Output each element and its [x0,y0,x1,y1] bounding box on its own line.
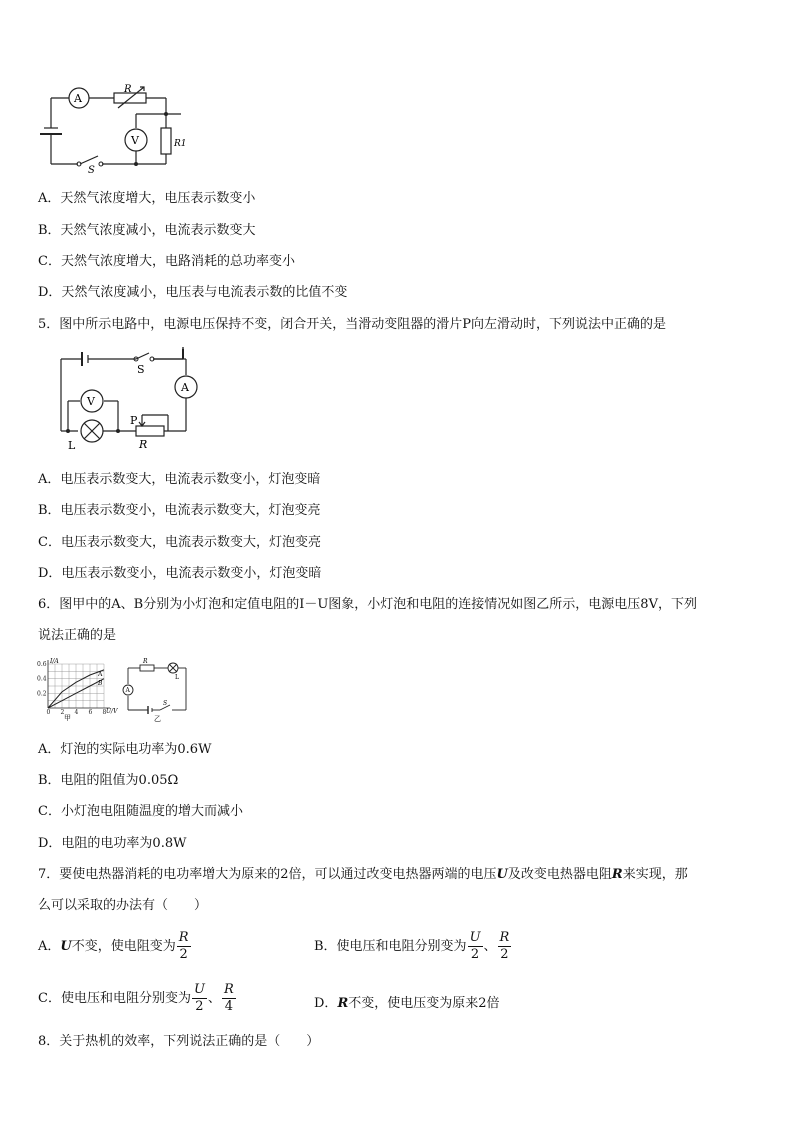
q7-option-a-numerator: R [178,930,189,945]
q7-option-b [314,930,512,963]
y-tick-label: 0.6 [37,661,47,668]
q6-option-a: A．灯泡的实际电功率为0.6W [38,742,212,757]
q4-resistor-label: R1 [174,139,187,149]
q7-option-b-separator: 、 [483,939,497,954]
q6-stem-line1: 6．图甲中的A、B分别为小灯泡和定值电阻的I－U图象，小灯泡和电阻的连接情况如图乙所示，电源电压8V，下列 [38,597,697,612]
q7-option-b-text: B．使电压和电阻分别变为 [314,939,467,954]
q5-ammeter-label: A [181,381,189,394]
q6-stem-line2: 说法正确的是 [38,628,117,643]
q7-option-d-var: R [337,996,349,1011]
q7-stem-part-a: 7．要使电热器消耗的电功率增大为原来的2倍，可以通过改变电热器两端的电压 [38,867,497,882]
q4-option-c: C．天然气浓度增大，电路消耗的总功率变小 [38,254,295,269]
q4-option-d: D．天然气浓度减小，电压表与电流表示数的比值不变 [38,285,348,300]
q6-circuit-s-label: S [163,700,168,707]
q7-option-a-prefix: A． [38,939,61,954]
q7-stem-line1 [38,863,688,882]
x-tick-label: 0 [46,709,51,716]
q5-rheostat-label: R [139,438,148,451]
q7-stem-var-r: R [611,867,623,882]
q6-circuit-caption: 乙 [154,715,161,722]
q5-option-c: C．电压表示数变大，电流表示数变大，灯泡变亮 [38,535,321,550]
q5-circuit-diagram [56,347,206,453]
q5-voltmeter-label: V [87,395,95,408]
x-tick-label: 6 [88,709,93,716]
q5-switch-label: S [137,363,145,376]
q4-voltmeter-label: V [131,134,139,147]
q6-curve-label-b: B [98,680,103,687]
q7-stem-line2: 么可以采取的办法有（ ） [38,898,208,913]
q7-option-c-fraction-2 [222,982,236,1015]
q4-ammeter-label: A [74,92,82,105]
q7-stem-part-b: 及改变电热器电阻 [507,867,612,882]
q4-option-a: A．天然气浓度增大，电压表示数变小 [38,191,256,206]
q4-rheostat-label: R [124,84,132,95]
q8-stem: 8．关于热机的效率，下列说法正确的是（ ） [38,1034,320,1049]
q6-graph-caption: 甲 [64,714,71,722]
q7-option-c [38,982,237,1015]
q4-circuit-diagram [36,84,196,174]
q7-option-c-denominator-1: 2 [195,999,204,1014]
q7-option-c-numerator-2: R [223,982,234,997]
q4-option-b: B．天然气浓度减小，电流表示数变大 [38,223,256,238]
q7-option-c-fraction-1 [192,982,207,1015]
q7-option-d-prefix: D． [314,996,338,1011]
q7-option-b-fraction-2 [498,930,512,963]
x-tick-label: 4 [74,709,79,716]
q6-graph-x-unit: U/V [106,708,118,715]
q5-option-a: A．电压表示数变大，电流表示数变小，灯泡变暗 [38,472,321,487]
q6-circuit-r-label: R [143,658,148,665]
q5-option-d: D．电压表示数变小，电流表示数变小，灯泡变暗 [38,566,322,581]
y-tick-label: 0.4 [37,675,47,683]
q7-option-d-text: 不变，使电压变为原来2倍 [348,996,500,1011]
q5-slider-label: P [130,414,138,427]
q6-circuit-a-label: A [125,687,130,694]
q4-switch-label: S [88,165,95,174]
q7-option-a-denominator: 2 [179,947,188,962]
q7-option-b-denominator-1: 2 [470,947,480,962]
q7-option-c-separator: 、 [207,991,221,1006]
q7-option-b-fraction-1 [468,930,483,963]
q6-circuit-l-label: L [175,674,179,681]
q7-option-a-text: 不变，使电阻变为 [71,939,176,954]
q7-option-b-numerator-1: U [469,930,481,945]
x-tick-label: 2 [60,709,65,716]
q7-option-a-fraction [177,930,191,963]
q7-option-a-var: U [60,939,72,954]
x-tick-label: 8 [102,709,107,716]
q7-option-c-numerator-1: U [193,982,205,997]
q7-stem-part-c: 来实现，那 [622,867,688,882]
q7-option-d [314,992,500,1011]
q7-option-c-denominator-2: 4 [224,999,233,1014]
q5-stem: 5．图中所示电路中，电源电压保持不变，闭合开关，当滑动变阻器的滑片P向左滑动时，下列说法中正确的是 [38,317,667,332]
y-tick-label: 0.2 [37,690,47,698]
q7-option-b-numerator-2: R [499,930,510,945]
q5-option-b: B．电压表示数变小，电流表示数变大，灯泡变亮 [38,503,321,518]
q6-option-d: D．电阻的电功率为0.8W [38,836,187,851]
q6-graph-y-unit: I/A [50,658,59,665]
q7-option-b-denominator-2: 2 [500,947,509,962]
q6-curve-label-a: A [98,671,103,678]
q6-circuit-diagram [118,658,192,722]
q6-option-c: C．小灯泡电阻随温度的增大而减小 [38,804,243,819]
q6-iu-graph [36,656,118,722]
q7-option-c-text: C．使电压和电阻分别变为 [38,991,191,1006]
q7-stem-var-u: U [496,867,508,882]
q6-option-b: B．电阻的阻值为0.05Ω [38,773,179,788]
q7-option-a [38,930,192,963]
q5-lamp-label: L [68,439,76,452]
